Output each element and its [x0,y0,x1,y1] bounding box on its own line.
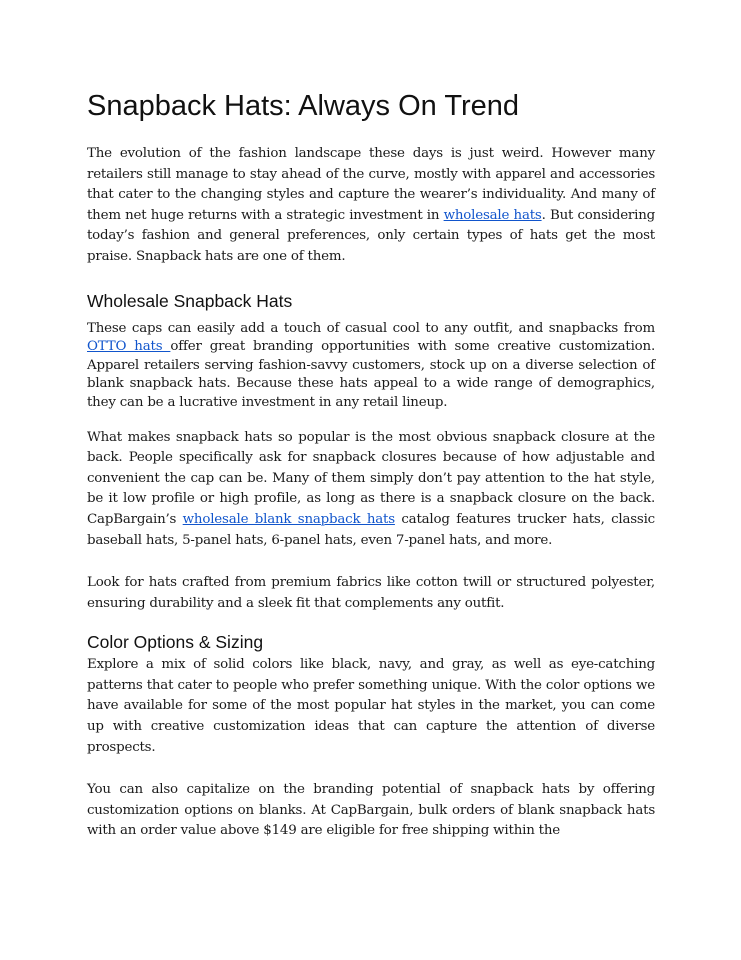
section2-paragraph-2: You can also capitalize on the branding potential of snapback hats by offering customization options on blanks. At CapBargain, bulk orders of blank snapback hats with an order value above $149 are eligible for free shipping within the [87,782,655,839]
intro-text-2: . But considering today’s fashion and general preferences, only certain types of hats get the most praise. Snapback hats are one of them. [87,207,656,264]
intro-text-1: The evolution of the fashion landscape these days is just weird. However many retailers still manage to stay ahead of the curve, mostly with apparel and accessories that cater to the changing styles and capture the wearer’s individuality. And many of them net huge returns with a strategic investment in [87,146,655,223]
wholesale-hats-link[interactable]: wholesale hats [443,207,542,223]
section2-paragraph-1: Explore a mix of solid colors like black, navy, and gray, as well as eye-catching patterns that cater to people who prefer something unique. With the color options we have available for some of the most popular hat styles in the market, you can come up with creative customization ideas that can capture the attention of diverse prospects. [87,657,655,755]
wholesale-blank-snapback-hats-link[interactable]: wholesale blank snapback hats [182,511,395,527]
page-title: Snapback Hats: Always On Trend [87,90,519,122]
intro-paragraph [87,144,655,268]
document-page [87,88,655,842]
section-heading-color-options: Color Options & Sizing [87,632,264,653]
section1-paragraph-2 [87,428,655,552]
section-heading-wholesale-snapback: Wholesale Snapback Hats [87,290,293,311]
section1-p2-text-1: What makes snapback hats so popular is the most obvious snapback closure at the back. People specifically ask for snapback closures because of how adjustable and convenient the cap can be. Many of them simply don’t pay attention to the hat style, be it low profile or high profile, as long as there is a snapback closure on the back. CapBargain’s [87,429,655,527]
section1-paragraph-3: Look for hats crafted from premium fabrics like cotton twill or structured polyester, ensuring durability and a sleek fit that complements any outfit. [87,575,655,611]
section1-p2-text-2: catalog features trucker hats, classic baseball hats, 5-panel hats, 6-panel hats, even 7-panel hats, and more. [87,511,655,548]
section1-p1-text-2: offer great branding opportunities with some creative customization. Apparel retailers serving fashion-savvy customers, stock up on a diverse selection of blank snapback hats. Because these hats appeal to a wide range of demographics, they can be a lucrative investment in any retail lineup. [87,339,655,410]
section1-paragraph-1 [87,320,655,413]
otto-hats-link[interactable]: OTTO hats [87,339,171,355]
section1-p1-text-1: These caps can easily add a touch of casual cool to any outfit, and snapbacks from [87,320,655,336]
